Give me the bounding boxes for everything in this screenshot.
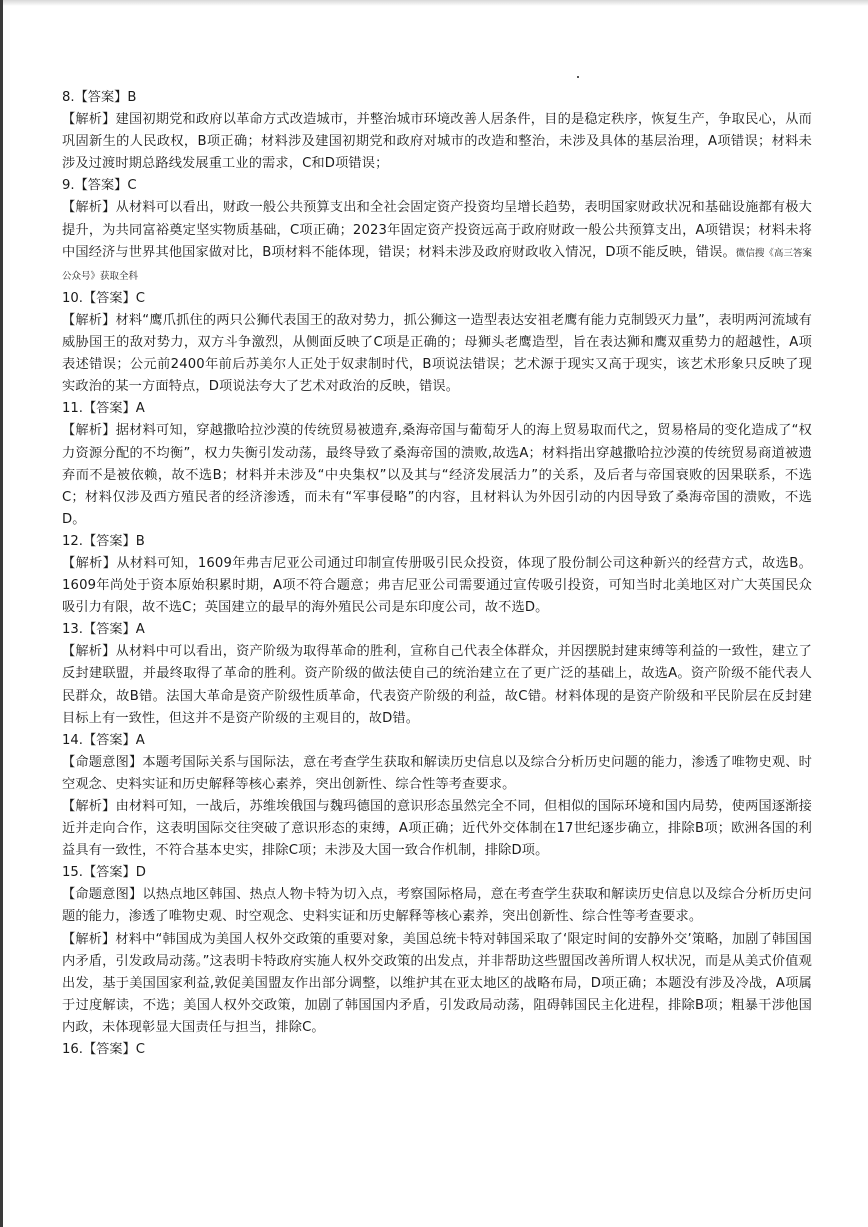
question-9 xyxy=(62,175,812,287)
question-11 xyxy=(62,398,812,531)
answer-line: 15.【答案】D xyxy=(62,865,146,881)
answer-line: 11.【答案】A xyxy=(62,401,145,417)
question-8 xyxy=(62,87,812,175)
answer-line: 14.【答案】A xyxy=(62,732,145,748)
analysis-paragraph: 【解析】材料中“韩国成为美国人权外交政策的重要对象，美国总统卡特对韩国采取了‘限定时间的安静外交’策略，加剧了韩国国内矛盾，引发政局动荡。”这表明卡特政府实施人权外交政策的出发点，并非帮助这些盟国改善所谓人权状况，而是从美式价值观出发，基于美国国家利益,敦促美国盟友作出部分调整，以维护其在亚太地区的战略布局，D项正确；本题没有涉及冷战，A项属于过度解读，不选；美国人权外交政策，加剧了韩国国内矛盾，引发政局动荡，阻碍韩国民主化进程，排除B项；粗暴干涉他国内政，未体现彰显大国责任与担当，排除C。 xyxy=(62,931,812,1035)
answer-line: 10.【答案】C xyxy=(62,290,145,306)
question-10 xyxy=(62,288,812,398)
scan-border-left xyxy=(0,0,3,1227)
answer-line: 13.【答案】A xyxy=(62,622,145,638)
analysis-paragraph: 【解析】建国初期党和政府以革命方式改造城市，并整治城市环境改善人居条件，目的是稳定秩序，恢复生产，争取民心，从而巩固新生的人民政权，B项正确；材料涉及建国初期党和政府对城市的改造和整治，未涉及具体的基层治理，A项错误；材料未涉及过渡时期总路线发展重工业的需求，C和D项错误； xyxy=(62,112,812,172)
analysis-paragraph xyxy=(62,197,812,287)
scan-speck xyxy=(577,76,579,78)
question-13 xyxy=(62,619,812,729)
question-14 xyxy=(62,730,812,863)
analysis-paragraph: 【解析】材料“鹰爪抓住的两只公狮代表国王的敌对势力，抓公狮这一造型表达安祖老鹰有能力克制毁灭力量”，表明两河流域有威胁国王的敌对势力，双方斗争激烈，从侧面反映了C项是正确的；母狮头老鹰造型，旨在表达狮和鹰双重势力的超越性，A项表述错误；公元前2400年前后苏美尔人正处于奴隶制时代，B项说法错误；艺术源于现实又高于现实，该艺术形象只反映了现实政治的某一方面特点，D项说法夸大了艺术对政治的反映，错误。 xyxy=(62,312,812,395)
question-16 xyxy=(62,1039,812,1061)
analysis-paragraph: 【解析】从材料中可以看出，资产阶级为取得革命的胜利，宣称自己代表全体群众，并因摆脱封建束缚等利益的一致性，建立了反封建联盟，并最终取得了革命的胜利。资产阶级的做法使自己的统治建立在了更广泛的基础上，故选A。资产阶级不能代表人民群众，故B错。法国大革命是资产阶级性质革命，代表资产阶级的利益，故C错。材料体现的是资产阶级和平民阶层在反封建目标上有一致性，但这并不是资产阶级的主观目的，故D错。 xyxy=(62,644,812,726)
intent-paragraph: 【命题意图】本题考国际关系与国际法，意在考查学生获取和解读历史信息以及综合分析历史问题的能力，渗透了唯物史观、时空观念、史料实证和历史解释等核心素养，突出创新性、综合性等考查要求。 xyxy=(62,754,812,792)
answer-line: 9.【答案】C xyxy=(62,178,137,194)
scan-border-top xyxy=(0,0,868,6)
analysis-paragraph: 【解析】据材料可知，穿越撒哈拉沙漠的传统贸易被遗弃,桑海帝国与葡萄牙人的海上贸易取而代之，贸易格局的变化造成了“权力资源分配的不均衡”，权力失衡引发动荡，最终导致了桑海帝国的溃败,故选A；材料指出穿越撒哈拉沙漠的传统贸易商道被遗弃而不是被依赖，故不选B；材料并未涉及“中央集权”以及其与“经济发展活力”的关系，及后者与帝国衰败的因果联系，不选C；材料仅涉及西方殖民者的经济渗透，而未有“军事侵略”的内容，且材料认为外因引动的内因导致了桑海帝国的溃败，不选D。 xyxy=(62,423,812,527)
answer-line: 16.【答案】C xyxy=(62,1042,145,1058)
analysis-paragraph: 【解析】从材料可知，1609年弗吉尼亚公司通过印制宣传册吸引民众投资，体现了股份制公司这种新兴的经营方式，故选B。1609年尚处于资本原始积累时期，A项不符合题意；弗吉尼亚公司需要通过宣传吸引投资，可知当时北美地区对广大英国民众吸引力有限，故不选C；英国建立的最早的海外殖民公司是东印度公司，故不选D。 xyxy=(62,555,812,616)
intent-paragraph: 【命题意图】以热点地区韩国、热点人物卡特为切入点，考察国际格局，意在考查学生获取和解读历史信息以及综合分析历史问题的能力，渗透了唯物史观、时空观念、史料实证和历史解释等核心素养，突出创新性、综合性等考查要求。 xyxy=(62,887,812,925)
answer-key-page xyxy=(62,87,812,1061)
question-12 xyxy=(62,531,812,619)
analysis-paragraph: 【解析】由材料可知，一战后，苏维埃俄国与魏玛德国的意识形态虽然完全不同，但相似的国际环境和国内局势，使两国逐渐接近并走向合作，这表明国际交往突破了意识形态的束缚，A项正确；近代外交体制在17世纪逐步确立，排除B项；欧洲各国的利益具有一致性，不符合基本史实，排除C项；未涉及大国一致合作机制，排除D项。 xyxy=(62,799,812,859)
question-15 xyxy=(62,862,812,1039)
analysis-text: 【解析】从材料可以看出，财政一般公共预算支出和全社会固定资产投资均呈增长趋势，表明国家财政状况和基础设施都有极大提升，为共同富裕奠定坚实物质基础，C项正确；2023年固定资产投资远高于政府财政一般公共预算支出，A项错误；材料未将中国经济与世界其他国家做对比，B项材料不能体现，错误；材料未涉及政府财政收入情况，D项不能反映，错误。 xyxy=(62,200,812,260)
answer-line: 12.【答案】B xyxy=(62,533,145,549)
answer-line: 8.【答案】B xyxy=(62,90,137,105)
watermark-note: 微信搜《高三答案公众号》获取全科 xyxy=(62,247,812,282)
